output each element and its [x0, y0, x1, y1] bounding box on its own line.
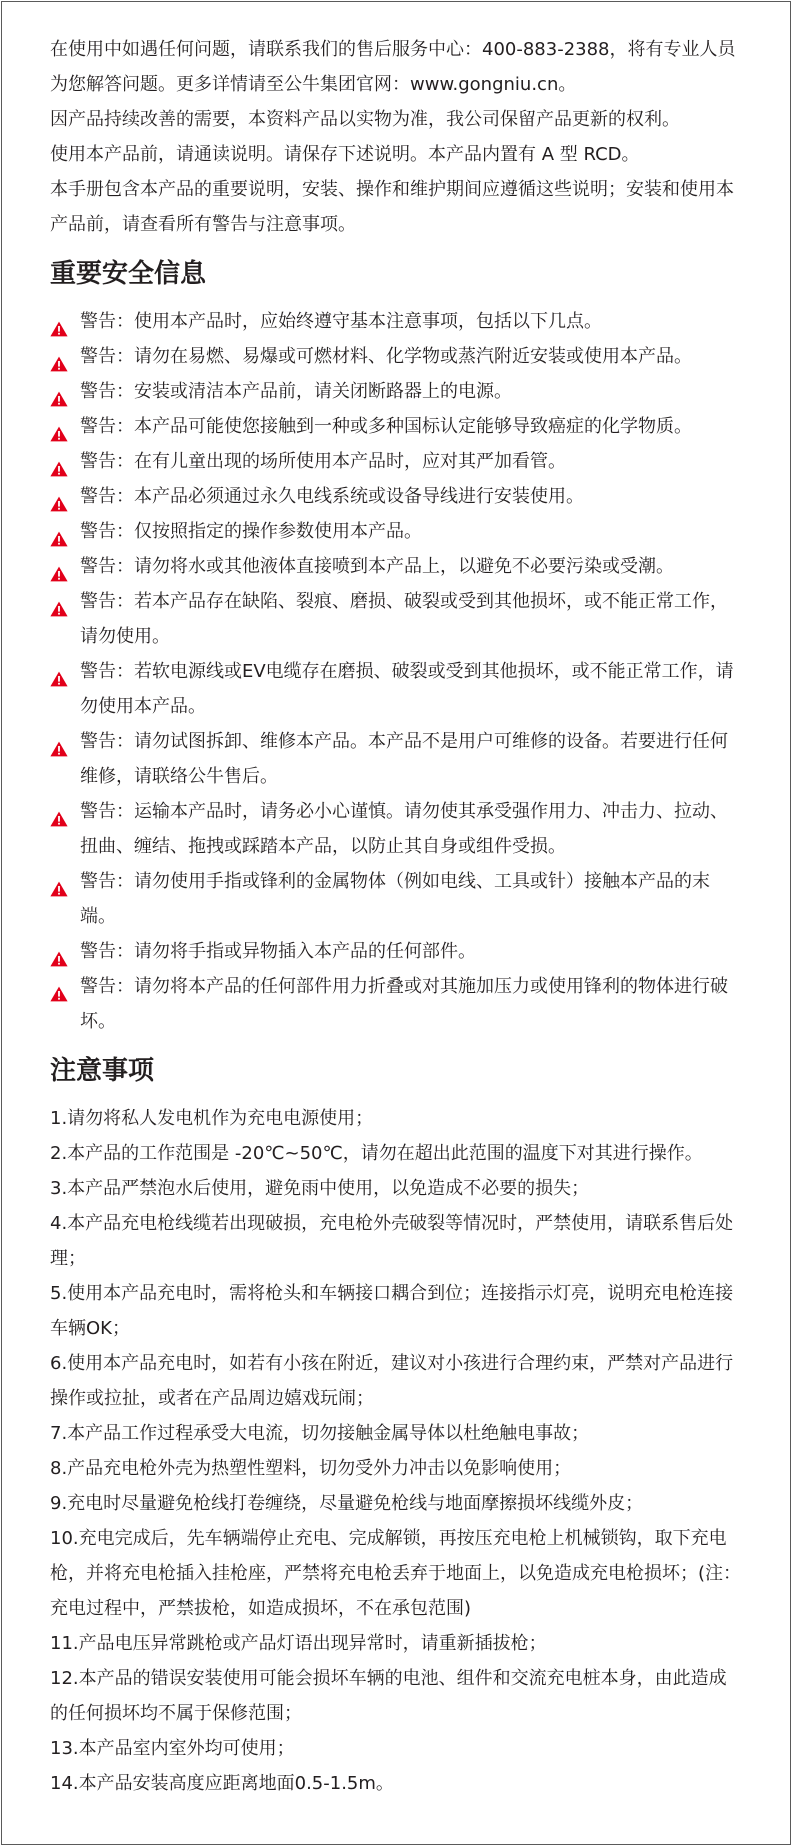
- warning-item: [50, 934, 742, 969]
- warning-triangle-icon: [50, 524, 68, 540]
- note-item: 1.请勿将私人发电机作为充电电源使用；: [50, 1108, 374, 1129]
- warning-text: 警告：本产品可能使您接触到一种或多种国标认定能够导致癌症的化学物质。: [80, 416, 692, 437]
- warning-text: 警告：请勿将水或其他液体直接喷到本产品上，以避免不必要污染或受潮。: [80, 556, 674, 577]
- warning-item: [50, 374, 742, 409]
- warning-item: [50, 304, 742, 339]
- warning-triangle-icon: [50, 314, 68, 330]
- warning-triangle-icon: [50, 874, 68, 890]
- note-item: 4.本产品充电枪线缆若出现破损，充电枪外壳破裂等情况时，严禁使用，请联系售后处理；: [50, 1213, 734, 1269]
- warning-text: 警告：运输本产品时，请务必小心谨慎。请勿使其承受强作用力、冲击力、拉动、扭曲、缠结、拖拽或踩踏本产品，以防止其自身或组件受损。: [80, 801, 728, 857]
- warning-triangle-icon: [50, 594, 68, 610]
- warning-item: [50, 724, 742, 794]
- safety-heading: 重要安全信息: [50, 259, 207, 289]
- warning-triangle-icon: [50, 664, 68, 680]
- warning-item: [50, 654, 742, 724]
- note-item: 8.产品充电枪外壳为热塑性塑料，切勿受外力冲击以免影响使用；: [50, 1458, 572, 1479]
- warning-triangle-icon: [50, 944, 68, 960]
- manual-page: [1, 1, 791, 1845]
- note-item: 5.使用本产品充电时，需将枪头和车辆接口耦合到位；连接指示灯亮，说明充电枪连接车辆OK；: [50, 1283, 734, 1339]
- note-item: 10.充电完成后，先车辆端停止充电、完成解锁，再按压充电枪上机械锁钩，取下充电枪，并将充电枪插入挂枪座，严禁将充电枪丢弃于地面上，以免造成充电枪损坏；(注：充电过程中，严禁拔枪，如造成损坏，不在承包范围): [50, 1528, 742, 1619]
- warning-text: 警告：安装或清洁本产品前，请关闭断路器上的电源。: [80, 381, 512, 402]
- warning-item: [50, 864, 742, 934]
- note-item: 11.产品电压异常跳枪或产品灯语出现异常时，请重新插拔枪；: [50, 1633, 547, 1654]
- warning-text: 警告：若本产品存在缺陷、裂痕、磨损、破裂或受到其他损坏，或不能正常工作，请勿使用。: [80, 591, 728, 647]
- warning-text: 警告：本产品必须通过永久电线系统或设备导线进行安装使用。: [80, 486, 584, 507]
- warning-item: [50, 969, 742, 1039]
- warning-text: 警告：请勿试图拆卸、维修本产品。本产品不是用户可维修的设备。若要进行任何维修，请联络公牛售后。: [80, 731, 728, 787]
- warning-item: [50, 549, 742, 584]
- note-item: 3.本产品严禁泡水后使用，避免雨中使用，以免造成不必要的损失；: [50, 1178, 590, 1199]
- warning-triangle-icon: [50, 454, 68, 470]
- note-item: 7.本产品工作过程承受大电流，切勿接触金属导体以杜绝触电事故；: [50, 1423, 590, 1444]
- warning-triangle-icon: [50, 384, 68, 400]
- intro-paragraph-manual-contents: 本手册包含本产品的重要说明，安装、操作和维护期间应遵循这些说明；安装和使用本产品前，请查看所有警告与注意事项。: [50, 179, 734, 235]
- note-item: 13.本产品室内室外均可使用；: [50, 1738, 295, 1759]
- note-item: 6.使用本产品充电时，如若有小孩在附近，建议对小孩进行合理约束，严禁对产品进行操作或拉扯，或者在产品周边嬉戏玩闹；: [50, 1353, 734, 1409]
- warning-item: [50, 794, 742, 864]
- warning-text: 警告：在有儿童出现的场所使用本产品时，应对其严加看管。: [80, 451, 566, 472]
- warning-item: [50, 479, 742, 514]
- warning-item: [50, 584, 742, 654]
- warning-text: 警告：请勿将本产品的任何部件用力折叠或对其施加压力或使用锋利的物体进行破坏。: [80, 976, 728, 1032]
- notes-list: [50, 1101, 742, 1801]
- warning-triangle-icon: [50, 979, 68, 995]
- warning-triangle-icon: [50, 349, 68, 365]
- note-item: 9.充电时尽量避免枪线打卷缠绕，尽量避免枪线与地面摩擦损坏线缆外皮；: [50, 1493, 644, 1514]
- intro-section: [50, 32, 742, 242]
- warning-text: 警告：若软电源线或EV电缆存在磨损、破裂或受到其他损坏，或不能正常工作，请勿使用本产品。: [80, 661, 734, 717]
- intro-paragraph-service: 在使用中如遇任何问题，请联系我们的售后服务中心：400-883-2388，将有专业人员为您解答问题。更多详情请至公牛集团官网：www.gongniu.cn。: [50, 39, 736, 95]
- warning-text: 警告：仅按照指定的操作参数使用本产品。: [80, 521, 422, 542]
- warning-item: [50, 339, 742, 374]
- warning-text: 警告：请勿将手指或异物插入本产品的任何部件。: [80, 941, 476, 962]
- warning-text: 警告：请勿在易燃、易爆或可燃材料、化学物或蒸汽附近安装或使用本产品。: [80, 346, 692, 367]
- warning-triangle-icon: [50, 734, 68, 750]
- warning-triangle-icon: [50, 489, 68, 505]
- warning-item: [50, 409, 742, 444]
- warning-triangle-icon: [50, 559, 68, 575]
- warning-triangle-icon: [50, 804, 68, 820]
- note-item: 2.本产品的工作范围是 -20℃~50℃，请勿在超出此范围的温度下对其进行操作。: [50, 1143, 703, 1164]
- warning-item: [50, 444, 742, 479]
- note-item: 14.本产品安装高度应距离地面0.5-1.5m。: [50, 1773, 394, 1794]
- safety-warning-list: [50, 304, 742, 1039]
- intro-paragraph-update-rights: 因产品持续改善的需要，本资料产品以实物为准，我公司保留产品更新的权利。: [50, 109, 680, 130]
- warning-text: 警告：使用本产品时，应始终遵守基本注意事项，包括以下几点。: [80, 311, 602, 332]
- warning-item: [50, 514, 742, 549]
- note-item: 12.本产品的错误安装使用可能会损坏车辆的电池、组件和交流充电桩本身，由此造成的任何损坏均不属于保修范围；: [50, 1668, 727, 1724]
- warning-triangle-icon: [50, 419, 68, 435]
- notes-heading: 注意事项: [50, 1056, 155, 1086]
- intro-paragraph-read-instructions: 使用本产品前，请通读说明。请保存下述说明。本产品内置有 A 型 RCD。: [50, 144, 640, 165]
- warning-text: 警告：请勿使用手指或锋利的金属物体（例如电线、工具或针）接触本产品的末端。: [80, 871, 710, 927]
